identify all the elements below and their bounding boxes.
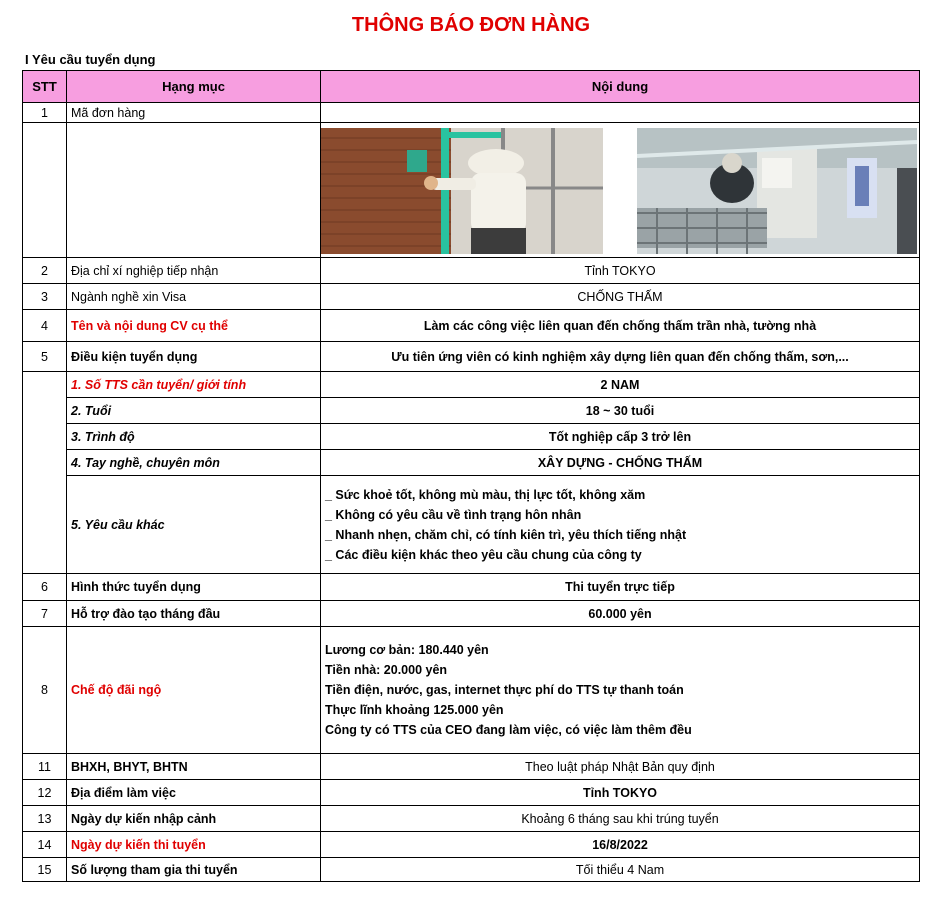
header-stt: STT	[23, 71, 67, 103]
table-row	[23, 601, 920, 627]
list-item: _ Nhanh nhẹn, chăm chỉ, có tính kiên trì, yêu thích tiếng nhật	[325, 527, 687, 542]
row-value: Tối thiểu 4 Nam	[321, 858, 920, 882]
row-label: Ngày dự kiến thi tuyển	[67, 832, 321, 858]
row-label: 3. Trình độ	[67, 424, 321, 450]
row-value: Theo luật pháp Nhật Bản quy định	[321, 754, 920, 780]
row-value: 60.000 yên	[321, 601, 920, 627]
row-stt: 5	[23, 342, 67, 372]
row-stt: 14	[23, 832, 67, 858]
table-row	[23, 476, 920, 574]
worker-photo-balcony	[637, 128, 917, 254]
table-row	[23, 258, 920, 284]
list-item: _ Không có yêu cầu về tình trạng hôn nhân	[325, 507, 582, 522]
row-stt-merged	[23, 372, 67, 574]
table-row	[23, 574, 920, 601]
row-stt: 6	[23, 574, 67, 601]
row-stt: 13	[23, 806, 67, 832]
row-value: Làm các công việc liên quan đến chống thấm trần nhà, tường nhà	[321, 310, 920, 342]
table-row	[23, 398, 920, 424]
row-value: CHỐNG THẤM	[321, 284, 920, 310]
table-row	[23, 372, 920, 398]
table-row	[23, 780, 920, 806]
row-value: 18 ~ 30 tuổi	[321, 398, 920, 424]
row-label: Số lượng tham gia thi tuyển	[67, 858, 321, 882]
list-item: Tiền điện, nước, gas, internet thực phí do TTS tự thanh toán	[325, 683, 684, 697]
list-item: Công ty có TTS của CEO đang làm việc, có việc làm thêm đều	[325, 723, 692, 737]
list-item: Lương cơ bản: 180.440 yên	[325, 643, 489, 657]
row-value: Thi tuyển trực tiếp	[321, 574, 920, 601]
header-category: Hạng mục	[67, 71, 321, 103]
table-row	[23, 627, 920, 754]
row-value: Khoảng 6 tháng sau khi trúng tuyển	[321, 806, 920, 832]
row-stt: 11	[23, 754, 67, 780]
row-label: Mã đơn hàng	[67, 103, 321, 123]
row-label: 1. Số TTS cần tuyển/ giới tính	[67, 372, 321, 398]
row-value: XÂY DỰNG - CHỐNG THẤM	[321, 450, 920, 476]
row-stt: 4	[23, 310, 67, 342]
table-row	[23, 342, 920, 372]
row-label: 2. Tuổi	[67, 398, 321, 424]
row-value: Tốt nghiệp cấp 3 trở lên	[321, 424, 920, 450]
row-stt: 1	[23, 103, 67, 123]
table-row	[23, 832, 920, 858]
row-label: 5. Yêu cầu khác	[67, 476, 321, 574]
section-heading: I Yêu cầu tuyển dụng	[25, 52, 156, 67]
order-table	[22, 70, 920, 882]
row-value: 2 NAM	[321, 372, 920, 398]
table-row	[23, 754, 920, 780]
row-stt: 7	[23, 601, 67, 627]
row-label: Ngày dự kiến nhập cảnh	[67, 806, 321, 832]
table-row	[23, 310, 920, 342]
row-label: Hỗ trợ đào tạo tháng đầu	[67, 601, 321, 627]
table-row	[23, 858, 920, 882]
other-requirements-list	[321, 476, 920, 574]
row-stt: 2	[23, 258, 67, 284]
worker-photo-wall	[321, 128, 603, 254]
row-label: Ngành nghề xin Visa	[67, 284, 321, 310]
row-stt: 8	[23, 627, 67, 754]
row-stt: 12	[23, 780, 67, 806]
row-value: 16/8/2022	[321, 832, 920, 858]
row-label: BHXH, BHYT, BHTN	[67, 754, 321, 780]
table-row	[23, 806, 920, 832]
list-item: _ Sức khoẻ tốt, không mù màu, thị lực tốt, không xăm	[325, 487, 646, 502]
row-label: Điều kiện tuyển dụng	[67, 342, 321, 372]
row-stt: 15	[23, 858, 67, 882]
page-title: THÔNG BÁO ĐƠN HÀNG	[351, 14, 591, 36]
row-value	[321, 103, 920, 123]
table-row	[23, 103, 920, 123]
row-label: Chế độ đãi ngộ	[67, 627, 321, 754]
benefits-list	[321, 627, 920, 754]
row-label: Tên và nội dung CV cụ thể	[67, 310, 321, 342]
row-stt: 3	[23, 284, 67, 310]
row-value: Ưu tiên ứng viên có kinh nghiệm xây dựng liên quan đến chống thấm, sơn,...	[321, 342, 920, 372]
list-item: _ Các điều kiện khác theo yêu cầu chung của công ty	[325, 547, 642, 562]
photos-cell	[321, 123, 920, 258]
list-item: Thực lĩnh khoảng 125.000 yên	[325, 703, 504, 717]
table-row	[23, 424, 920, 450]
row-value: Tỉnh TOKYO	[321, 258, 920, 284]
row-label: Địa chỉ xí nghiệp tiếp nhận	[67, 258, 321, 284]
row-label: Hình thức tuyển dụng	[67, 574, 321, 601]
row-label: 4. Tay nghề, chuyên môn	[67, 450, 321, 476]
row-label: Địa điểm làm việc	[67, 780, 321, 806]
table-row	[23, 450, 920, 476]
list-item: Tiền nhà: 20.000 yên	[325, 663, 448, 677]
table-row	[23, 284, 920, 310]
photo-row	[23, 123, 920, 258]
table-header	[23, 71, 920, 103]
header-content: Nội dung	[321, 71, 920, 103]
row-value: Tỉnh TOKYO	[321, 780, 920, 806]
